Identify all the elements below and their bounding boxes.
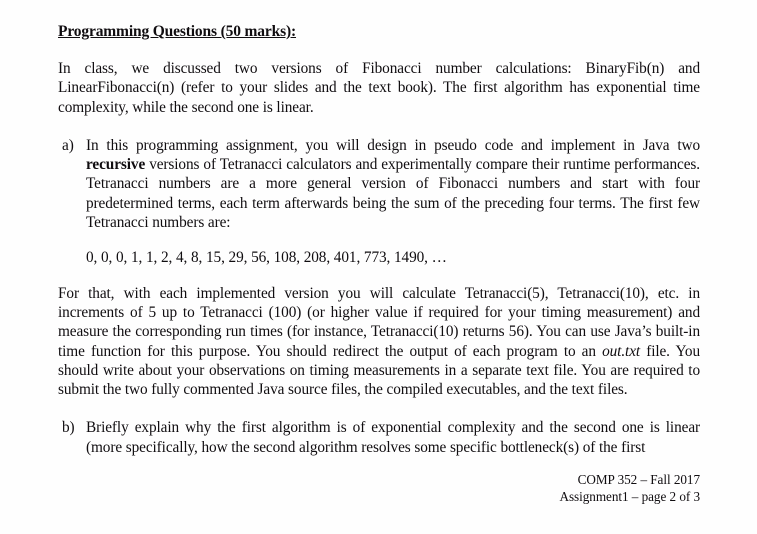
page-title: Programming Questions (50 marks): (58, 23, 297, 40)
list-item-b (58, 418, 700, 457)
emphasis-recursive: recursive (86, 156, 146, 174)
document-content (58, 22, 700, 457)
filename-out-txt: out.txt (602, 342, 641, 360)
body-paragraph-part-1: For that, with each implemented version you will calculate Tetranacci(5), Tetranacci(10), etc. in increments of 5 up to Tetranacci (100) (or higher value if required for your timing measurement) and measure the corresponding run times (for instance, Tetranacci(10) returns 56). You can use Java’s built-in time function for this purpose. You should redirect the output of each program to an (58, 284, 700, 360)
tetranacci-sequence: 0, 0, 0, 1, 1, 2, 4, 8, 15, 29, 56, 108, 208, 401, 773, 1490, … (86, 249, 447, 267)
list-item-a-text-before-bold: In this programming assignment, you will design in pseudo code and implement in Java two (86, 136, 700, 154)
list-item-a-text-after-bold: versions of Tetranacci calculators and experimentally compare their runtime performances. Tetranacci numbers are a more general version of Fibonacci numbers and start with four predetermined terms, each term afterwards being the sum of the preceding four terms. The first few Tetranacci numbers are: (86, 156, 700, 232)
list-marker-b: b) (62, 419, 75, 437)
footer-assignment-page: Assignment1 – page 2 of 3 (559, 488, 700, 504)
body-paragraph-part-2: file. You should write about your observations on timing measurements in a separate text file. You are required to submit the two fully commented Java source files, the compiled executables, and the text files. (58, 342, 701, 399)
spacer (58, 268, 700, 284)
list-item-a (58, 136, 700, 232)
spacer (58, 117, 700, 136)
page-footer (0, 472, 700, 505)
spacer (58, 232, 700, 248)
list-item-a-text (86, 136, 700, 232)
list-marker-a: a) (62, 136, 74, 154)
footer-course-term: COMP 352 – Fall 2017 (577, 472, 700, 487)
body-paragraph (58, 284, 700, 400)
intro-paragraph: In class, we discussed two versions of Fibonacci number calculations: BinaryFib(n) and LinearFibonacci(n) (refer to your slides and the text book). The first algorithm has exponential time complexity, while the second one is linear. (58, 60, 700, 116)
list-item-b-text: Briefly explain why the first algorithm is of exponential complexity and the second one is linear (more specifically, how the second algorithm resolves some specific bottleneck(s) of the first (86, 419, 700, 456)
spacer (58, 399, 700, 418)
